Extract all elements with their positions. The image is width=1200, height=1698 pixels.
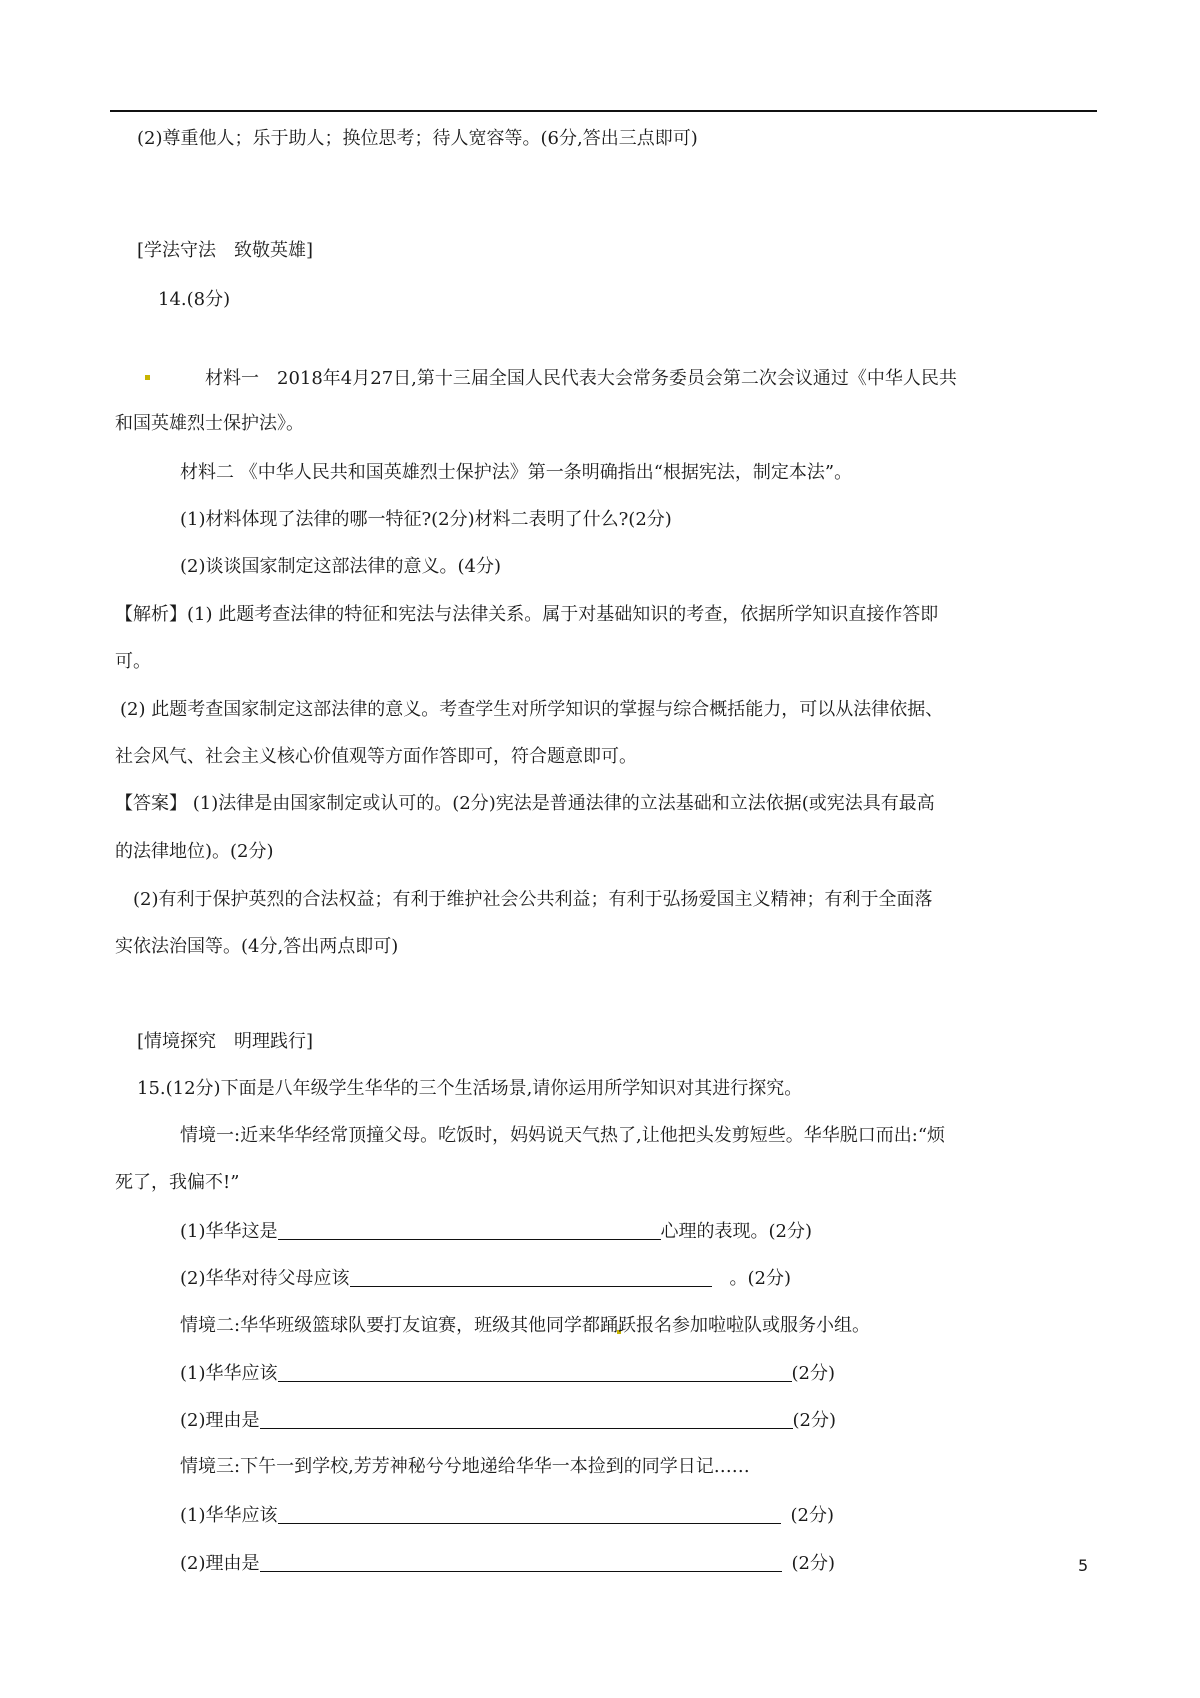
- question14-1: (1)材料体现了法律的哪一特征?(2分)材料二表明了什么?(2分): [180, 509, 672, 530]
- scene2: 情境二:华华班级篮球队要打友谊赛，班级其他同学都踊跃报名参加啦啦队或服务小组。: [180, 1315, 871, 1336]
- analysis-line2: 可。: [115, 651, 151, 672]
- answer-line3: (2)有利于保护英烈的合法权益；有利于维护社会公共利益；有利于弘扬爱国主义精神；有利于全面落: [133, 889, 933, 910]
- scene2-q2-prefix: (2)理由是: [180, 1410, 260, 1431]
- scene1-q2-blank[interactable]: [350, 1266, 712, 1287]
- scene1-line2: 死了，我偏不!”: [115, 1172, 240, 1193]
- question-14-number: 14.(8分): [158, 289, 231, 310]
- scene1-q1-prefix: (1)华华这是: [180, 1221, 278, 1242]
- answer-line2: 的法律地位)。(2分): [115, 841, 274, 862]
- header-rule: [110, 110, 1097, 112]
- scene2-q2-blank[interactable]: [260, 1408, 793, 1429]
- scene2-q1-suffix: (2分): [791, 1363, 835, 1384]
- section-14-heading: [学法守法 致敬英雄]: [137, 240, 314, 261]
- section-15-heading: [情境探究 明理践行]: [137, 1031, 314, 1052]
- question14-2: (2)谈谈国家制定这部法律的意义。(4分): [180, 556, 501, 577]
- scene2-q1-blank[interactable]: [278, 1361, 792, 1382]
- scene2-question1: [180, 1361, 835, 1386]
- scene2-q1-prefix: (1)华华应该: [180, 1363, 278, 1384]
- scene1-question1: [180, 1219, 812, 1244]
- scene3-q2-suffix: (2分): [791, 1553, 835, 1574]
- scene1-q2-suffix: 。(2分): [729, 1268, 791, 1289]
- answer-line4: 实依法治国等。(4分,答出两点即可): [115, 936, 399, 957]
- scene1-line1: 情境一:近来华华经常顶撞父母。吃饭时，妈妈说天气热了,让他把头发剪短些。华华脱口而出:“烦: [180, 1125, 946, 1146]
- scene3-question2: [180, 1551, 835, 1576]
- scene3-q1-suffix: (2分): [790, 1505, 834, 1526]
- answer-line1: 【答案】 (1)法律是由国家制定或认可的。(2分)宪法是普通法律的立法基础和立法依据(或宪法具有最高: [115, 793, 935, 814]
- scene3-q2-blank[interactable]: [260, 1551, 782, 1572]
- scene2-q2-suffix: (2分): [792, 1410, 836, 1431]
- scene3-q2-prefix: (2)理由是: [180, 1553, 260, 1574]
- scene2-question2: [180, 1408, 836, 1433]
- analysis-line3: (2) 此题考查国家制定这部法律的意义。考查学生对所学知识的掌握与综合概括能力，可以从法律依据、: [120, 699, 944, 720]
- scene3-question1: [180, 1503, 834, 1528]
- material2: 材料二 《中华人民共和国英雄烈士保护法》第一条明确指出“根据宪法，制定本法”。: [180, 462, 853, 483]
- scene3: 情境三:下午一到学校,芳芳神秘兮兮地递给华华一本捡到的同学日记……: [180, 1456, 750, 1477]
- scene1-q2-prefix: (2)华华对待父母应该: [180, 1268, 350, 1289]
- prev-answer-2: (2)尊重他人；乐于助人；换位思考；待人宽容等。(6分,答出三点即可): [137, 128, 698, 149]
- page-number: 5: [1078, 1556, 1089, 1575]
- analysis-line1: 【解析】(1) 此题考查法律的特征和宪法与法律关系。属于对基础知识的考查，依据所学知识直接作答即: [115, 604, 939, 625]
- analysis-line4: 社会风气、社会主义核心价值观等方面作答即可，符合题意即可。: [115, 746, 637, 767]
- question-15-intro: 15.(12分)下面是八年级学生华华的三个生活场景,请你运用所学知识对其进行探究。: [137, 1078, 803, 1099]
- material1-line2: 和国英雄烈士保护法》。: [115, 413, 304, 434]
- yellow-mark: [145, 375, 150, 380]
- scene3-q1-prefix: (1)华华应该: [180, 1505, 278, 1526]
- scene1-q1-suffix: 心理的表现。(2分): [660, 1221, 812, 1242]
- material1-line1: 材料一 2018年4月27日,第十三届全国人民代表大会常务委员会第二次会议通过《中华人民共: [205, 368, 957, 389]
- scene3-q1-blank[interactable]: [278, 1503, 781, 1524]
- scene1-q1-blank[interactable]: [278, 1219, 661, 1240]
- scene1-question2: [180, 1266, 791, 1291]
